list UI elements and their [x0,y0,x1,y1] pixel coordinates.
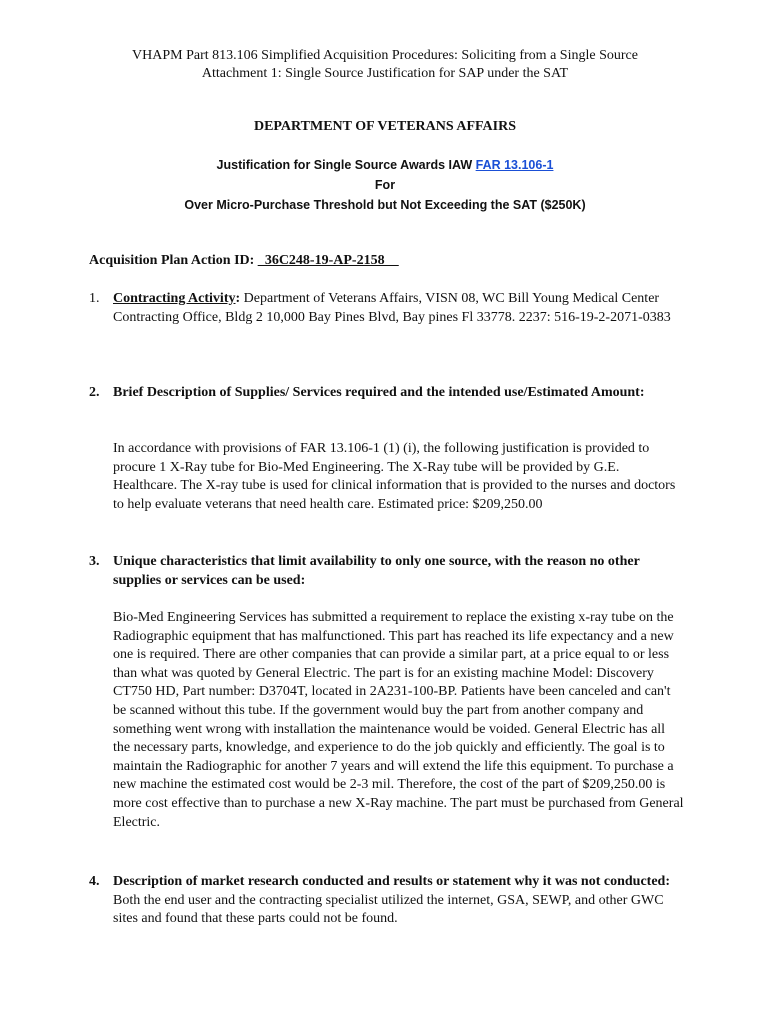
justification-title-line-1 [0,158,770,172]
section-1-number: 1. [89,291,100,306]
section-4-text [113,873,673,929]
section-3-body: Bio-Med Engineering Services has submitted a requirement to replace the existing x-ray tube on the Radiographic equipment that has malfunctioned. This part has reached its life expectancy and a new one is required. There are other companies that can provide a similar part, at a price equal to or less than what was quoted by General Electric. The part is for an existing machine Model: Discovery CT750 HD, Part number: D3704T, located in 2A231-100-BP. Patients have been canceled and can't be scanned without this tube. If the government would buy the part from another company and something went wrong with installation the maintenance would be voided. General Electric has all the necessary parts, knowledge, and experience to do the job quickly and efficiently. The goal is to maintain the Radiographic for another 7 years and will extend the life this equipment. To purchase a new machine the estimated cost would be 2-3 mil. Therefore, the cost of the part of $209,250.00 is more cost effective than to purchase a new X-Ray machine. The part must be purchased from General Electric. [113,610,684,830]
acquisition-plan-id [89,253,399,269]
section-4-heading: Description of market research conducted and results or statement why it was not conducted [113,874,666,889]
acquisition-id: _36C248-19-AP-2158__ [257,253,399,268]
section-1-heading: Contracting Activity [113,291,236,306]
section-3-number: 3. [89,554,100,569]
section-2-body: In accordance with provisions of FAR 13.106-1 (1) (i), the following justification is provided to procure 1 X-Ray tube for Bio-Med Engineering. The X-Ray tube will be provided by G.E. Healthcare. The X-ray tube is used for clinical information that is provided to the nurses and doctors to help evaluate veterans that need health care. Estimated price: $209,250.00 [113,441,676,512]
justification-title-line-2: For [374,178,396,192]
section-2-number: 2. [89,385,100,400]
section-4-number: 4. [89,874,100,889]
section-4-body: Both the end user and the contracting specialist utilized the internet, GSA, SEWP, and other GWC sites and found that these parts could not be found. [113,892,664,926]
far-link[interactable]: FAR 13.106-1 [475,158,554,172]
document-header [0,47,770,83]
acquisition-label: Acquisition Plan Action ID: [89,253,258,268]
section-1-body: Department of Veterans Affairs, VISN 08, WC Bill Young Medical Center Contracting Office, Bldg 2 10,000 Bay Pines Blvd, Bay pines Fl 33778. 2237: 516-19-2-2071-0383 [113,291,671,325]
department-title: DEPARTMENT OF VETERANS AFFAIRS [253,119,517,134]
section-2-heading: Brief Description of Supplies/ Services required and the intended use/Estimated Amount: [113,385,645,400]
header-line-1: VHAPM Part 813.106 Simplified Acquisition Procedures: Soliciting from a Single Source [132,48,638,63]
section-1-text [113,290,681,327]
justification-prefix: Justification for Single Source Awards IAW [216,158,476,172]
justification-title-line-3: Over Micro-Purchase Threshold but Not Exceeding the SAT ($250K) [184,198,586,212]
header-line-2: Attachment 1: Single Source Justification for SAP under the SAT [201,66,569,81]
section-3-heading: Unique characteristics that limit availability to only one source, with the reason no other supplies or services can be used: [113,554,640,588]
section-4-heading-colon: : [665,874,670,889]
section-1-heading-colon: : [235,291,241,306]
